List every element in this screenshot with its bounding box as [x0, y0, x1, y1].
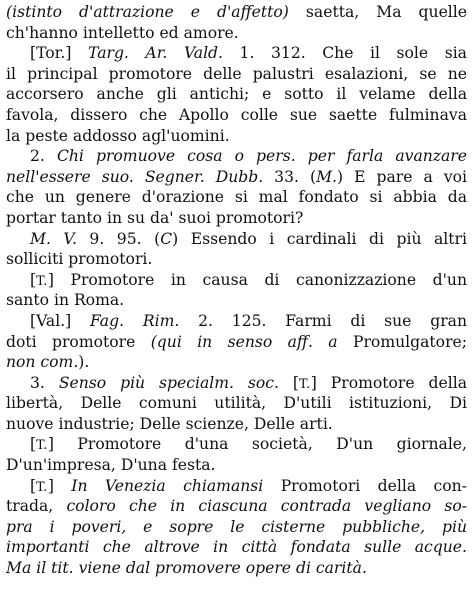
source-title: Targ. Ar. Vald.	[88, 44, 223, 63]
sense-number: 3.	[30, 373, 59, 392]
text-run: accorsero anche gli antichi; e sotto il velame della	[6, 85, 467, 104]
text-run: il principal promotore delle palustri esalazioni, se ne	[6, 64, 467, 83]
text-line	[6, 414, 467, 435]
text-line	[6, 187, 467, 208]
text-run: [	[279, 373, 300, 392]
source-tag: T.	[36, 273, 48, 289]
text-line	[6, 105, 467, 126]
text-run: ).	[78, 353, 90, 372]
text-line	[6, 2, 467, 23]
sense-definition: Chi promuove cosa o pers. per farla avanzare	[56, 147, 467, 166]
text-run: ) Essendo i cardinali di più altri	[172, 229, 467, 248]
text-run: doti promotore	[6, 332, 151, 351]
text-line	[6, 332, 467, 353]
italic-gloss: importanti che altrove in città fondata sulle acque.	[6, 538, 467, 557]
italic-gloss: (qui in senso aff. a	[150, 332, 338, 351]
text-line	[6, 496, 467, 517]
text-line	[6, 455, 467, 476]
source-tag: T.	[36, 438, 48, 454]
text-run: D'un'impresa, D'una festa.	[6, 456, 216, 475]
text-run: portar tanto in su da' suoi promotori?	[6, 208, 304, 227]
text-run: libertà, Delle comuni utilità, D'utili istituzioni, Di	[6, 394, 467, 413]
text-run: 9. 95. (	[76, 229, 161, 248]
source-abbrev: C	[160, 229, 173, 248]
source-tag: [Tor.]	[30, 44, 88, 63]
text-run: nuove industrie; Delle scienze, Delle arti.	[6, 414, 333, 433]
text-run: ] Promotore della	[310, 373, 467, 392]
text-run: [	[30, 476, 37, 495]
text-line	[6, 352, 467, 373]
text-run: la peste addosso agl'uomini.	[6, 126, 230, 145]
text-run: trada,	[6, 497, 67, 516]
text-line	[6, 537, 467, 558]
sense-heading-3	[6, 373, 467, 394]
italic-gloss: Ma il tit. viene dal promovere opere di carità.	[6, 559, 367, 578]
citation-line	[6, 476, 467, 497]
text-run: [	[30, 270, 37, 289]
text-run: saetta, Ma quelle	[288, 3, 467, 21]
text-run: ]	[47, 476, 72, 495]
sense-definition: Senso più specialm. soc.	[58, 373, 279, 392]
text-run: ch'hanno intelletto ed amore.	[6, 23, 239, 42]
text-run: 2. 125. Farmi di sue gran	[179, 311, 467, 330]
text-line	[6, 64, 467, 85]
sense-number: 2.	[30, 147, 57, 166]
italic-gloss: In Venezia chiamansi	[71, 476, 264, 495]
italic-gloss: pra i poveri, e sopre le cisterne pubbliche, più	[6, 517, 467, 536]
text-run: Promulgatore;	[337, 332, 467, 351]
citation-line	[6, 270, 467, 291]
italic-gloss: (istinto d'attrazione e d'affetto)	[6, 3, 289, 21]
citation-line	[6, 311, 467, 332]
text-run: che un genere d'orazione si mal fondato si abbia da	[6, 188, 467, 207]
text-run: santo in Roma.	[6, 291, 125, 310]
text-run: 33. (	[263, 167, 317, 186]
source-title: Fag. Rim.	[90, 311, 180, 330]
text-run: solliciti promotori.	[6, 250, 153, 269]
text-run: 1. 312. Che il sole sia	[223, 44, 467, 63]
source-tag: [Val.]	[30, 311, 91, 330]
text-line	[6, 167, 467, 188]
source-title: M. V.	[30, 229, 77, 248]
italic-gloss: coloro che in ciascuna contrada vegliano so-	[66, 497, 467, 516]
text-line	[6, 208, 467, 229]
text-line	[6, 23, 467, 44]
text-run: [	[30, 435, 37, 454]
text-run: favola, dissero che Apollo colle sue saette fulminava	[6, 105, 467, 124]
text-line	[6, 517, 467, 538]
text-run: Promotori della con-	[263, 476, 467, 495]
text-line	[6, 249, 467, 270]
text-line	[6, 290, 467, 311]
citation-line	[6, 43, 467, 64]
source-abbrev: M.	[316, 167, 338, 186]
source-tag: T.	[299, 376, 311, 392]
text-line	[6, 126, 467, 147]
text-run: ] Promotore d'una società, D'un giornale,	[47, 435, 467, 454]
text-line	[6, 84, 467, 105]
italic-gloss: non com.	[6, 353, 79, 372]
text-run: ) E pare a voi	[337, 167, 467, 186]
source-tag: T.	[36, 479, 48, 495]
text-line	[6, 558, 467, 579]
text-run: ] Promotore in causa di canonizzazione d'un	[47, 270, 467, 289]
text-line	[6, 393, 467, 414]
citation-line	[6, 434, 467, 455]
sense-definition: nell'essere suo. Segner. Dubb.	[6, 167, 264, 186]
sense-heading-2	[6, 146, 467, 167]
citation-line	[6, 229, 467, 250]
